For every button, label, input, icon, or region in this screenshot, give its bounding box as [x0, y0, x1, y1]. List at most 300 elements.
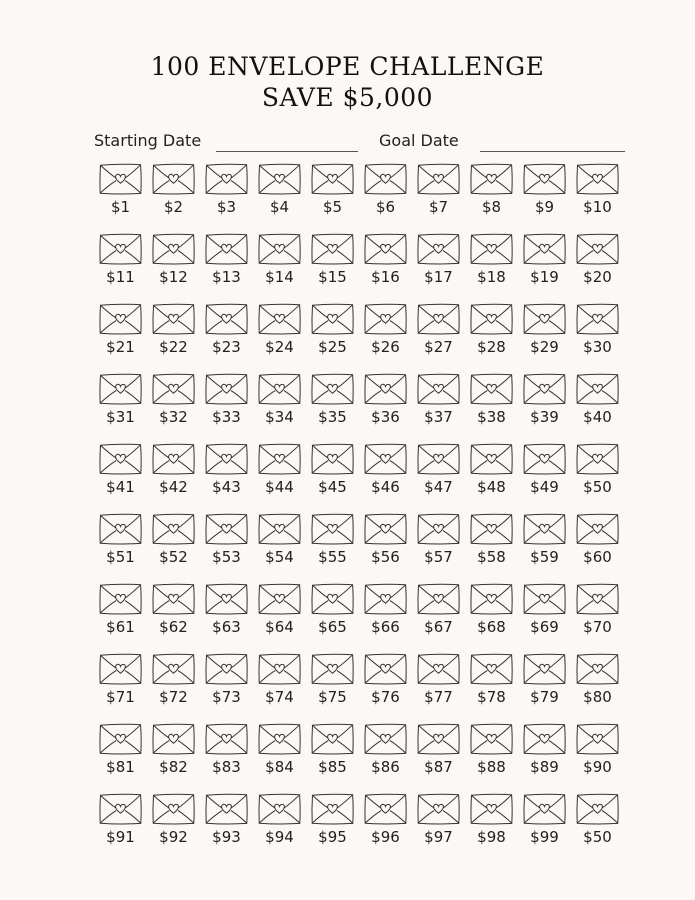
envelope-heart-icon	[98, 792, 143, 826]
envelope-cell[interactable]	[147, 232, 200, 290]
envelope-cell[interactable]	[306, 232, 359, 290]
envelope-cell[interactable]	[306, 722, 359, 780]
envelope-cell[interactable]	[147, 582, 200, 640]
envelope-heart-icon	[151, 302, 196, 336]
envelope-amount: $15	[318, 268, 347, 286]
envelope-heart-icon	[522, 582, 567, 616]
envelope-heart-icon	[416, 652, 461, 686]
envelope-heart-icon	[98, 512, 143, 546]
envelope-amount: $91	[106, 828, 135, 846]
envelope-heart-icon	[469, 512, 514, 546]
envelope-heart-icon	[522, 792, 567, 826]
envelope-heart-icon	[575, 302, 620, 336]
envelope-amount: $62	[159, 618, 188, 636]
envelope-amount: $6	[375, 198, 396, 216]
envelope-amount: $65	[318, 618, 347, 636]
envelope-heart-icon	[151, 162, 196, 196]
envelope-cell[interactable]	[465, 652, 518, 710]
envelope-heart-icon	[469, 302, 514, 336]
envelope-cell[interactable]	[147, 512, 200, 570]
envelope-amount: $42	[159, 478, 188, 496]
envelope-cell[interactable]	[465, 722, 518, 780]
envelope-cell[interactable]	[94, 232, 147, 290]
envelope-amount: $35	[318, 408, 347, 426]
envelope-amount: $84	[265, 758, 294, 776]
envelope-amount: $66	[371, 618, 400, 636]
envelope-heart-icon	[98, 652, 143, 686]
envelope-cell[interactable]	[518, 512, 571, 570]
envelope-amount: $93	[212, 828, 241, 846]
envelope-heart-icon	[575, 232, 620, 266]
envelope-amount: $68	[477, 618, 506, 636]
envelope-cell[interactable]	[465, 582, 518, 640]
envelope-heart-icon	[363, 162, 408, 196]
envelope-heart-icon	[469, 372, 514, 406]
envelope-cell[interactable]	[518, 582, 571, 640]
envelope-heart-icon	[98, 232, 143, 266]
envelope-cell[interactable]	[412, 232, 465, 290]
envelope-cell[interactable]	[518, 372, 571, 430]
envelope-amount: $24	[265, 338, 294, 356]
envelope-amount: $94	[265, 828, 294, 846]
envelope-cell[interactable]	[571, 722, 624, 780]
envelope-heart-icon	[416, 722, 461, 756]
envelope-heart-icon	[151, 792, 196, 826]
envelope-cell[interactable]	[465, 792, 518, 850]
envelope-heart-icon	[310, 652, 355, 686]
envelope-amount: $12	[159, 268, 188, 286]
envelope-cell[interactable]	[359, 792, 412, 850]
envelope-cell[interactable]	[518, 722, 571, 780]
envelope-cell[interactable]	[200, 372, 253, 430]
envelope-cell[interactable]	[518, 232, 571, 290]
envelope-amount: $88	[477, 758, 506, 776]
envelope-cell[interactable]	[94, 302, 147, 360]
envelope-heart-icon	[522, 722, 567, 756]
envelope-heart-icon	[416, 792, 461, 826]
envelope-cell[interactable]	[571, 512, 624, 570]
envelope-heart-icon	[363, 442, 408, 476]
envelope-amount: $22	[159, 338, 188, 356]
envelope-cell[interactable]	[94, 442, 147, 500]
envelope-heart-icon	[522, 442, 567, 476]
envelope-amount: $21	[106, 338, 135, 356]
envelope-amount: $16	[371, 268, 400, 286]
envelope-heart-icon	[363, 232, 408, 266]
envelope-cell[interactable]	[147, 442, 200, 500]
envelope-amount: $38	[477, 408, 506, 426]
envelope-heart-icon	[363, 792, 408, 826]
envelope-cell[interactable]	[465, 162, 518, 220]
envelope-heart-icon	[310, 582, 355, 616]
envelope-heart-icon	[416, 582, 461, 616]
envelope-amount: $83	[212, 758, 241, 776]
envelope-cell[interactable]	[147, 652, 200, 710]
envelope-amount: $82	[159, 758, 188, 776]
envelope-heart-icon	[204, 442, 249, 476]
envelope-heart-icon	[151, 372, 196, 406]
envelope-amount: $46	[371, 478, 400, 496]
envelope-amount: $28	[477, 338, 506, 356]
envelope-heart-icon	[310, 302, 355, 336]
envelope-amount: $47	[424, 478, 453, 496]
envelope-amount: $10	[583, 198, 612, 216]
envelope-cell[interactable]	[571, 442, 624, 500]
envelope-heart-icon	[204, 162, 249, 196]
envelope-amount: $45	[318, 478, 347, 496]
envelope-amount: $34	[265, 408, 294, 426]
envelope-cell[interactable]	[147, 372, 200, 430]
envelope-amount: $85	[318, 758, 347, 776]
envelope-amount: $70	[583, 618, 612, 636]
envelope-cell[interactable]	[571, 792, 624, 850]
envelope-heart-icon	[310, 512, 355, 546]
envelope-heart-icon	[257, 722, 302, 756]
envelope-cell[interactable]	[412, 162, 465, 220]
envelope-heart-icon	[469, 652, 514, 686]
envelope-heart-icon	[98, 722, 143, 756]
envelope-amount: $37	[424, 408, 453, 426]
envelope-cell[interactable]	[147, 302, 200, 360]
envelope-heart-icon	[310, 162, 355, 196]
envelope-cell[interactable]	[465, 302, 518, 360]
envelope-cell[interactable]	[412, 442, 465, 500]
envelope-amount: $30	[583, 338, 612, 356]
envelope-amount: $56	[371, 548, 400, 566]
envelope-amount: $51	[106, 548, 135, 566]
envelope-amount: $32	[159, 408, 188, 426]
envelope-cell[interactable]	[306, 512, 359, 570]
envelope-amount: $80	[583, 688, 612, 706]
envelope-cell[interactable]	[359, 232, 412, 290]
envelope-heart-icon	[416, 372, 461, 406]
envelope-amount: $71	[106, 688, 135, 706]
envelope-amount: $5	[322, 198, 343, 216]
envelope-amount: $89	[530, 758, 559, 776]
envelope-cell[interactable]	[412, 722, 465, 780]
envelope-heart-icon	[363, 652, 408, 686]
page-title-line-2: SAVE $5,000	[261, 83, 434, 112]
envelope-heart-icon	[204, 372, 249, 406]
envelope-heart-icon	[575, 512, 620, 546]
envelope-heart-icon	[469, 792, 514, 826]
envelope-amount: $20	[583, 268, 612, 286]
envelope-amount: $14	[265, 268, 294, 286]
envelope-cell[interactable]	[253, 162, 306, 220]
envelope-cell[interactable]	[412, 512, 465, 570]
envelope-heart-icon	[204, 302, 249, 336]
envelope-heart-icon	[204, 232, 249, 266]
envelope-heart-icon	[416, 512, 461, 546]
envelope-cell[interactable]	[306, 372, 359, 430]
envelope-cell[interactable]	[147, 162, 200, 220]
envelope-cell[interactable]	[253, 512, 306, 570]
envelope-cell[interactable]	[571, 372, 624, 430]
envelope-heart-icon	[522, 652, 567, 686]
envelope-heart-icon	[204, 582, 249, 616]
envelope-amount: $55	[318, 548, 347, 566]
envelope-heart-icon	[522, 302, 567, 336]
envelope-amount: $81	[106, 758, 135, 776]
envelope-amount: $98	[477, 828, 506, 846]
envelope-cell[interactable]	[359, 512, 412, 570]
page-title-line-1: 100 ENVELOPE CHALLENGE	[150, 52, 545, 81]
envelope-heart-icon	[363, 372, 408, 406]
envelope-amount: $77	[424, 688, 453, 706]
envelope-heart-icon	[310, 232, 355, 266]
envelope-cell[interactable]	[571, 582, 624, 640]
envelope-cell[interactable]	[200, 302, 253, 360]
envelope-heart-icon	[469, 582, 514, 616]
envelope-cell[interactable]	[200, 792, 253, 850]
envelope-heart-icon	[257, 372, 302, 406]
envelope-amount: $57	[424, 548, 453, 566]
envelope-cell[interactable]	[359, 302, 412, 360]
envelope-cell[interactable]	[200, 582, 253, 640]
envelope-amount: $87	[424, 758, 453, 776]
envelope-cell[interactable]	[571, 302, 624, 360]
envelope-amount: $59	[530, 548, 559, 566]
envelope-heart-icon	[469, 722, 514, 756]
envelope-amount: $31	[106, 408, 135, 426]
envelope-amount: $60	[583, 548, 612, 566]
envelope-amount: $49	[530, 478, 559, 496]
envelope-heart-icon	[363, 582, 408, 616]
envelope-heart-icon	[151, 512, 196, 546]
envelope-heart-icon	[575, 442, 620, 476]
envelope-heart-icon	[257, 162, 302, 196]
envelope-cell[interactable]	[200, 722, 253, 780]
envelope-cell[interactable]	[359, 162, 412, 220]
envelope-heart-icon	[522, 512, 567, 546]
starting-date-line[interactable]	[216, 151, 358, 152]
envelope-amount: $63	[212, 618, 241, 636]
envelope-cell[interactable]	[571, 232, 624, 290]
envelope-amount: $25	[318, 338, 347, 356]
envelope-amount: $75	[318, 688, 347, 706]
envelope-amount: $61	[106, 618, 135, 636]
envelope-amount: $99	[530, 828, 559, 846]
goal-date-line[interactable]	[480, 151, 625, 152]
envelope-heart-icon	[310, 792, 355, 826]
envelope-cell[interactable]	[253, 302, 306, 360]
envelope-heart-icon	[257, 792, 302, 826]
envelope-cell[interactable]	[200, 652, 253, 710]
envelope-cell[interactable]	[94, 722, 147, 780]
envelope-cell[interactable]	[465, 442, 518, 500]
envelope-amount: $72	[159, 688, 188, 706]
envelope-amount: $76	[371, 688, 400, 706]
envelope-amount: $97	[424, 828, 453, 846]
envelope-heart-icon	[575, 652, 620, 686]
envelope-amount: $26	[371, 338, 400, 356]
envelope-cell[interactable]	[359, 582, 412, 640]
envelope-cell[interactable]	[94, 792, 147, 850]
envelope-amount: $29	[530, 338, 559, 356]
envelope-heart-icon	[363, 722, 408, 756]
envelope-cell[interactable]	[465, 372, 518, 430]
envelope-amount: $13	[212, 268, 241, 286]
envelope-cell[interactable]	[518, 162, 571, 220]
envelope-amount: $41	[106, 478, 135, 496]
envelope-cell[interactable]	[359, 652, 412, 710]
envelope-heart-icon	[469, 232, 514, 266]
envelope-heart-icon	[204, 722, 249, 756]
envelope-heart-icon	[257, 232, 302, 266]
envelope-cell[interactable]	[94, 162, 147, 220]
envelope-cell[interactable]	[306, 652, 359, 710]
envelope-heart-icon	[363, 302, 408, 336]
envelope-cell[interactable]	[412, 582, 465, 640]
envelope-cell[interactable]	[253, 652, 306, 710]
envelope-amount: $74	[265, 688, 294, 706]
envelope-cell[interactable]	[518, 652, 571, 710]
envelope-amount: $11	[106, 268, 135, 286]
envelope-heart-icon	[416, 302, 461, 336]
envelope-heart-icon	[257, 302, 302, 336]
envelope-heart-icon	[151, 442, 196, 476]
envelope-amount: $39	[530, 408, 559, 426]
envelope-heart-icon	[98, 302, 143, 336]
envelope-heart-icon	[151, 232, 196, 266]
envelope-cell[interactable]	[200, 442, 253, 500]
envelope-cell[interactable]	[253, 372, 306, 430]
envelope-heart-icon	[416, 232, 461, 266]
envelope-amount: $52	[159, 548, 188, 566]
envelope-cell[interactable]	[306, 442, 359, 500]
envelope-amount: $27	[424, 338, 453, 356]
envelope-amount: $3	[216, 198, 237, 216]
envelope-amount: $17	[424, 268, 453, 286]
envelope-cell[interactable]	[306, 302, 359, 360]
envelope-heart-icon	[469, 442, 514, 476]
envelope-heart-icon	[522, 372, 567, 406]
envelope-amount: $19	[530, 268, 559, 286]
envelope-cell[interactable]	[465, 512, 518, 570]
envelope-heart-icon	[575, 372, 620, 406]
envelope-amount: $7	[428, 198, 449, 216]
envelope-amount: $36	[371, 408, 400, 426]
envelope-cell[interactable]	[147, 792, 200, 850]
envelope-heart-icon	[98, 582, 143, 616]
envelope-heart-icon	[98, 372, 143, 406]
envelope-cell[interactable]	[94, 582, 147, 640]
envelope-heart-icon	[151, 582, 196, 616]
envelope-heart-icon	[98, 442, 143, 476]
envelope-cell[interactable]	[253, 582, 306, 640]
envelope-heart-icon	[257, 442, 302, 476]
envelope-cell[interactable]	[571, 162, 624, 220]
envelope-cell[interactable]	[200, 512, 253, 570]
envelope-amount: $90	[583, 758, 612, 776]
envelope-cell[interactable]	[200, 232, 253, 290]
envelope-heart-icon	[575, 162, 620, 196]
envelope-heart-icon	[151, 722, 196, 756]
envelope-amount: $54	[265, 548, 294, 566]
envelope-cell[interactable]	[94, 652, 147, 710]
envelope-cell[interactable]	[147, 722, 200, 780]
envelope-cell[interactable]	[359, 442, 412, 500]
envelope-amount: $9	[534, 198, 555, 216]
envelope-cell[interactable]	[412, 302, 465, 360]
envelope-heart-icon	[575, 582, 620, 616]
envelope-heart-icon	[257, 582, 302, 616]
envelope-amount: $4	[269, 198, 290, 216]
envelope-amount: $44	[265, 478, 294, 496]
envelope-heart-icon	[204, 652, 249, 686]
envelope-cell[interactable]	[306, 582, 359, 640]
envelope-heart-icon	[416, 442, 461, 476]
envelope-cell[interactable]	[571, 652, 624, 710]
envelope-amount: $78	[477, 688, 506, 706]
envelope-heart-icon	[416, 162, 461, 196]
envelope-cell[interactable]	[412, 372, 465, 430]
envelope-cell[interactable]	[253, 232, 306, 290]
envelope-heart-icon	[522, 232, 567, 266]
goal-date-label: Goal Date	[379, 131, 459, 150]
envelope-cell[interactable]	[359, 722, 412, 780]
envelope-amount: $86	[371, 758, 400, 776]
envelope-heart-icon	[98, 162, 143, 196]
envelope-amount: $95	[318, 828, 347, 846]
envelope-heart-icon	[522, 162, 567, 196]
envelope-amount: $79	[530, 688, 559, 706]
envelope-amount: $53	[212, 548, 241, 566]
envelope-amount: $18	[477, 268, 506, 286]
envelope-cell[interactable]	[306, 162, 359, 220]
envelope-amount: $8	[481, 198, 502, 216]
envelope-heart-icon	[310, 372, 355, 406]
starting-date-label: Starting Date	[94, 131, 202, 150]
envelope-cell[interactable]	[412, 792, 465, 850]
envelope-cell[interactable]	[359, 372, 412, 430]
envelope-amount: $33	[212, 408, 241, 426]
envelope-heart-icon	[257, 512, 302, 546]
envelope-cell[interactable]	[518, 442, 571, 500]
envelope-cell[interactable]	[94, 372, 147, 430]
envelope-cell[interactable]	[306, 792, 359, 850]
envelope-cell[interactable]	[200, 162, 253, 220]
envelope-heart-icon	[204, 512, 249, 546]
envelope-amount: $92	[159, 828, 188, 846]
envelope-cell[interactable]	[465, 232, 518, 290]
envelope-amount: $1	[110, 198, 131, 216]
envelope-amount: $50	[583, 828, 612, 846]
envelope-cell[interactable]	[412, 652, 465, 710]
envelope-cell[interactable]	[253, 792, 306, 850]
envelope-heart-icon	[575, 722, 620, 756]
envelope-heart-icon	[363, 512, 408, 546]
envelope-cell[interactable]	[253, 722, 306, 780]
envelope-cell[interactable]	[518, 792, 571, 850]
envelope-amount: $96	[371, 828, 400, 846]
envelope-heart-icon	[310, 722, 355, 756]
envelope-amount: $50	[583, 478, 612, 496]
envelope-heart-icon	[310, 442, 355, 476]
envelope-cell[interactable]	[94, 512, 147, 570]
envelope-amount: $64	[265, 618, 294, 636]
envelope-amount: $73	[212, 688, 241, 706]
envelope-amount: $67	[424, 618, 453, 636]
envelope-amount: $2	[163, 198, 184, 216]
envelope-heart-icon	[469, 162, 514, 196]
envelope-amount: $23	[212, 338, 241, 356]
envelope-amount: $69	[530, 618, 559, 636]
envelope-cell[interactable]	[253, 442, 306, 500]
envelope-heart-icon	[151, 652, 196, 686]
envelope-heart-icon	[257, 652, 302, 686]
envelope-cell[interactable]	[518, 302, 571, 360]
